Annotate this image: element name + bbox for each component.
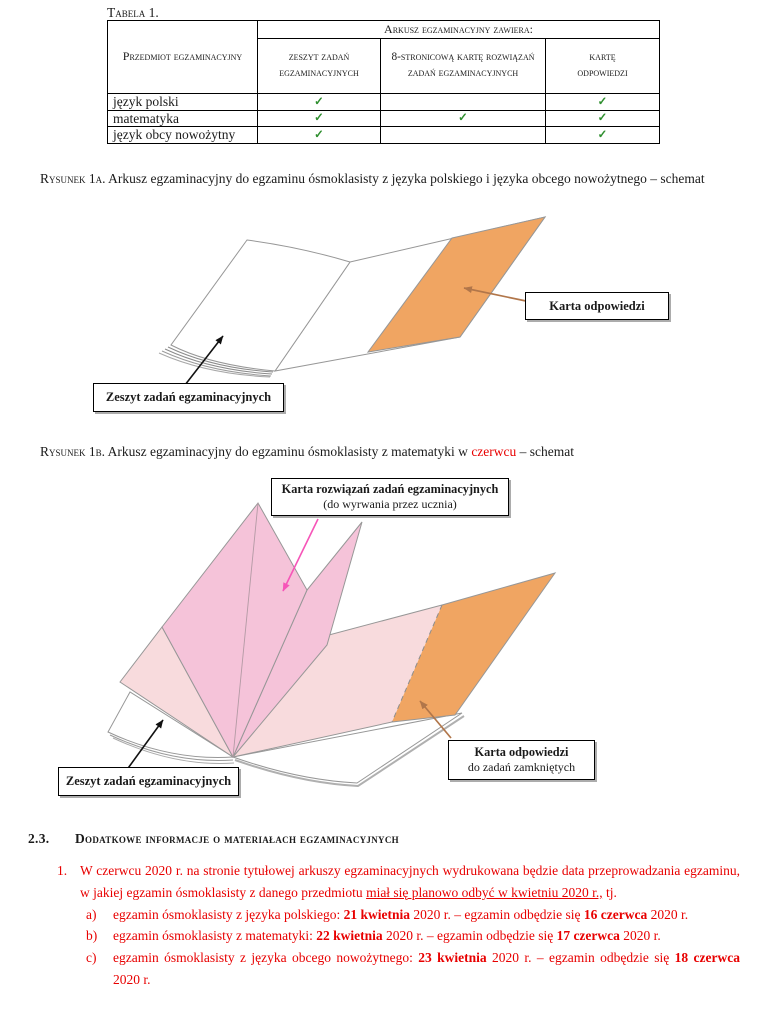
list-item-text: [80, 860, 740, 904]
list-marker: b): [86, 928, 98, 944]
list-marker: a): [86, 906, 97, 922]
subitem-date-bold: 22 kwietnia: [316, 928, 383, 944]
section-2-3-header: [28, 831, 399, 847]
col-header-karta-odpowiedzi: kartę odpowiedzi: [546, 39, 660, 94]
subitem-date-bold: 21 kwietnia: [343, 906, 410, 922]
table-row: [108, 94, 660, 111]
figure-1b-caption: [40, 441, 738, 462]
subject-cell: język polski: [108, 94, 258, 111]
figure-1b-caption-red-word: czerwcu: [471, 444, 517, 459]
figure-1b-caption-pre: Arkusz egzaminacyjny do egzaminu ósmoklasisty z matematyki w: [105, 444, 472, 459]
figure-1b-label-zeszyt: Zeszyt zadań egzaminacyjnych: [58, 767, 239, 796]
subitem-text: [113, 925, 740, 947]
col-header-zeszyt: zeszyt zadań egzaminacyjnych: [258, 39, 381, 94]
subitem-pre: egzamin ósmoklasisty z języka obcego nowożytnego:: [113, 950, 419, 966]
additional-info-list: [57, 860, 740, 991]
list-item-1: [57, 860, 740, 904]
subitem-mid: 2020 r. – egzamin odbędzie się: [486, 950, 675, 966]
item-text-end: tj.: [602, 884, 617, 900]
figure-1a-caption-text: Arkusz egzaminacyjny do egzaminu ósmoklasisty z języka polskiego i języka obcego nowożytnego – schemat: [105, 171, 705, 186]
col-header-subject: Przedmiot egzaminacyjny: [108, 21, 258, 94]
figure-1b-caption-label: Rysunek 1b.: [40, 444, 106, 459]
list-marker: c): [86, 950, 97, 966]
col-header-karta-rozwiazan: 8-stronicową kartę rozwiązań zadań egzaminacyjnych: [381, 39, 546, 94]
subitem-post: 2020 r.: [647, 906, 689, 922]
section-title: Dodatkowe informacje o materiałach egzaminacyjnych: [75, 831, 399, 846]
subitem-mid: 2020 r. – egzamin odbędzie się: [382, 928, 557, 944]
figure-1a-caption: [40, 168, 738, 189]
checkmark-icon: ✓: [258, 127, 381, 144]
table-row: [108, 110, 660, 127]
figure-1b-label-karta-rozwiazan: [271, 478, 509, 516]
figure-1b-label-karta-odpowiedzi: [448, 740, 595, 780]
list-subitem-c: [86, 947, 740, 991]
list-marker: 1.: [57, 863, 68, 878]
subitem-date-bold: 23 kwietnia: [418, 950, 487, 966]
subitem-date-bold: 18 czerwca: [674, 950, 740, 966]
list-subitem-b: [86, 925, 740, 947]
figure-1b-caption-post: – schemat: [516, 444, 575, 459]
table-label: Tabela 1.: [107, 5, 159, 20]
label-line-bold: Karta odpowiedzi: [474, 745, 569, 759]
checkmark-icon: ✓: [381, 110, 546, 127]
subject-cell: język obcy nowożytny: [108, 127, 258, 144]
subitem-mid: 2020 r. – egzamin odbędzie się: [409, 906, 584, 922]
subitem-text: [113, 947, 740, 991]
col-header-span: Arkusz egzaminacyjny zawiera:: [258, 21, 660, 39]
checkmark-icon: ✓: [258, 94, 381, 111]
checkmark-icon: ✓: [258, 110, 381, 127]
subitem-text: [113, 904, 740, 926]
item-text-start: W czerwcu 2020 r. na stronie tytułowej arkuszy egzaminacyjnych wydrukowana będzie data przeprowadzania egzaminu, w jakiej egzamin ósmoklasisty z danego przedmiotu: [80, 863, 740, 900]
subitem-pre: egzamin ósmoklasisty z języka polskiego:: [113, 906, 344, 922]
subitem-date-bold: 16 czerwca: [583, 906, 648, 922]
check-cell: [381, 94, 546, 111]
checkmark-icon: ✓: [546, 127, 660, 144]
section-number: 2.3.: [28, 831, 50, 846]
subitem-date-bold: 17 czerwca: [556, 928, 620, 944]
exam-materials-table: [107, 20, 660, 144]
figure-1a-caption-label: Rysunek 1a.: [40, 171, 106, 186]
check-cell: [381, 127, 546, 144]
figure-1b-booklet-schematic: [0, 470, 771, 815]
list-subitem-a: [86, 904, 740, 926]
label-line-bold: Karta rozwiązań zadań egzaminacyjnych: [281, 482, 499, 496]
checkmark-icon: ✓: [546, 110, 660, 127]
checkmark-icon: ✓: [546, 94, 660, 111]
subitem-post: 2020 r.: [113, 971, 151, 987]
figure-1a-label-zeszyt: Zeszyt zadań egzaminacyjnych: [93, 383, 284, 412]
item-text-underlined: miał się planowo odbyć w kwietniu 2020 r.,: [366, 884, 603, 900]
table-row: [108, 127, 660, 144]
label-line-normal: (do wyrwania przez ucznia): [323, 497, 457, 511]
subject-cell: matematyka: [108, 110, 258, 127]
label-line-normal: do zadań zamkniętych: [467, 760, 576, 774]
subitem-pre: egzamin ósmoklasisty z matematyki:: [113, 928, 317, 944]
subitem-post: 2020 r.: [619, 928, 661, 944]
figure-1a-label-karta-odpowiedzi: Karta odpowiedzi: [525, 292, 669, 320]
